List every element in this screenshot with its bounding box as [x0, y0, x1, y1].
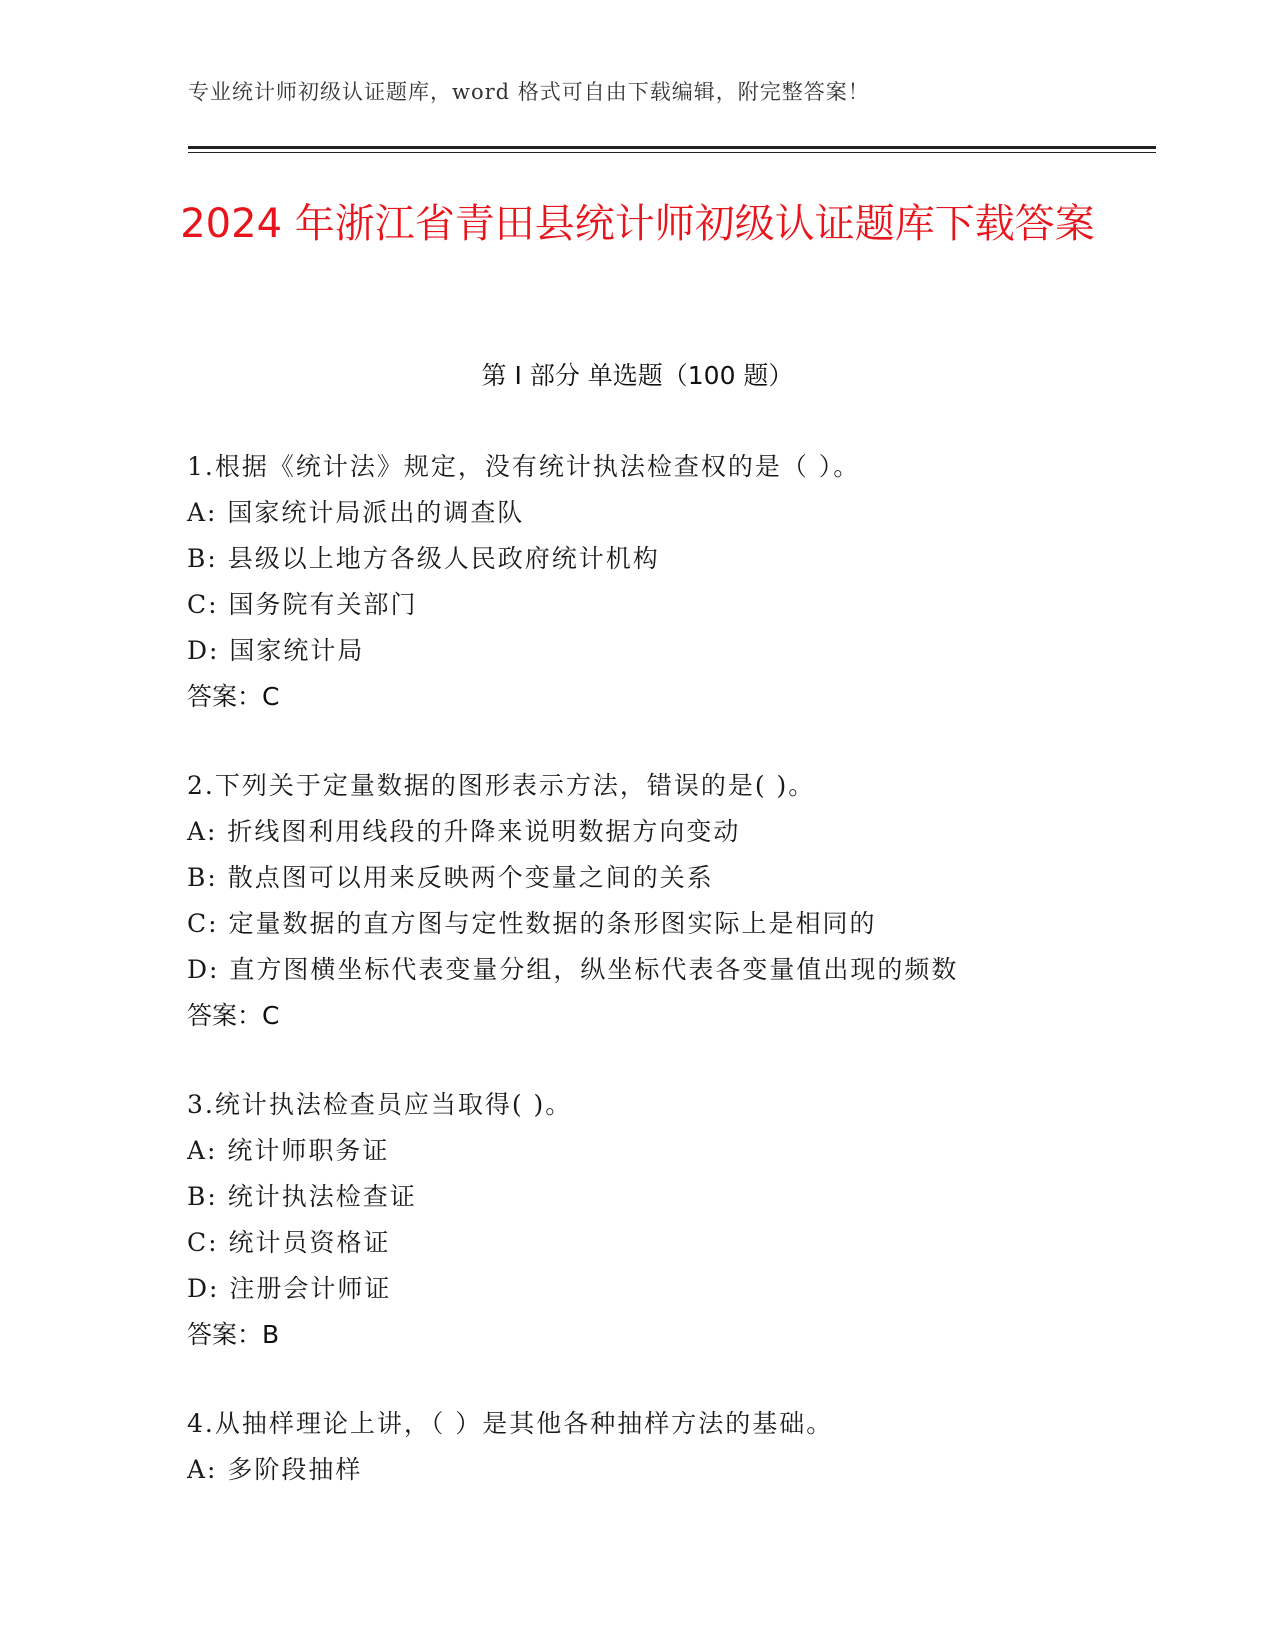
option-a: A: 多阶段抽样 — [187, 1455, 363, 1484]
option-d: D: 注册会计师证 — [187, 1274, 392, 1303]
question-4 — [187, 1401, 1167, 1493]
question-stem: 1.根据《统计法》规定，没有统计执法检查权的是（ ）。 — [187, 452, 861, 481]
question-stem: 2.下列关于定量数据的图形表示方法，错误的是( )。 — [187, 771, 816, 800]
question-stem: 3.统计执法检查员应当取得( )。 — [187, 1090, 573, 1119]
option-b: B: 散点图可以用来反映两个变量之间的关系 — [187, 863, 714, 892]
page-header: 专业统计师初级认证题库，word 格式可自由下载编辑，附完整答案！ — [188, 80, 870, 104]
option-c: C: 定量数据的直方图与定性数据的条形图实际上是相同的 — [187, 909, 877, 938]
option-b: B: 统计执法检查证 — [187, 1182, 417, 1211]
document-title: 2024 年浙江省青田县统计师初级认证题库下载答案 — [180, 201, 1095, 247]
option-a: A: 统计师职务证 — [187, 1136, 390, 1165]
question-2 — [187, 763, 1167, 1039]
option-a: A: 国家统计局派出的调查队 — [187, 498, 525, 527]
question-3 — [187, 1082, 1167, 1358]
section-heading: 第 I 部分 单选题（100 题） — [481, 361, 794, 390]
question-list — [187, 444, 1167, 1536]
answer: 答案：C — [187, 1001, 280, 1030]
option-c: C: 统计员资格证 — [187, 1228, 391, 1257]
question-1 — [187, 444, 1167, 720]
option-d: D: 直方图横坐标代表变量分组，纵坐标代表各变量值出现的频数 — [187, 955, 959, 984]
answer: 答案：B — [187, 1320, 280, 1349]
header-rule-thick — [188, 146, 1156, 149]
option-d: D: 国家统计局 — [187, 636, 365, 665]
answer: 答案：C — [187, 682, 280, 711]
option-a: A: 折线图利用线段的升降来说明数据方向变动 — [187, 817, 741, 846]
question-stem: 4.从抽样理论上讲，（ ）是其他各种抽样方法的基础。 — [187, 1409, 834, 1438]
option-b: B: 县级以上地方各级人民政府统计机构 — [187, 544, 660, 573]
option-c: C: 国务院有关部门 — [187, 590, 418, 619]
header-rule-thin — [188, 152, 1156, 153]
